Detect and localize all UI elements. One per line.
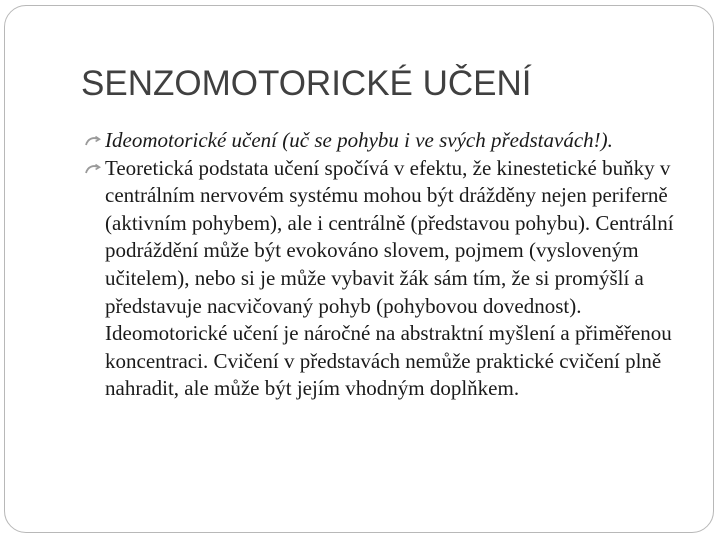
bullet-list [85,127,705,403]
bullet-item-theory [85,155,705,403]
curved-arrow-bullet-icon [85,163,101,175]
bullet-item-ideomotor [85,127,705,155]
slide-title: SENZOMOTORICKÉ UČENÍ [81,64,532,103]
bullet-text: Teoretická podstata učení spočívá v efektu, že kinestetické buňky v centrálním nervovém systému mohou být drážděny nejen periferně (aktivním pohybem), ale i centrálně (představou pohybu). Centrální podráždění může být evokováno slovem, pojmem (vysloveným učitelem), nebo si je může vybavit žák sám tím, že si promýšlí a představuje nacvičovaný pohyb (pohybovou dovednost). Ideomotorické učení je náročné na abstraktní myšlení a přiměřenou koncentraci. Cvičení v představách nemůže praktické cvičení plně nahradit, ale může být jejím vhodným doplňkem. [105,155,674,401]
bullet-text: Ideomotorické učení (uč se pohybu i ve svých představách!). [105,128,613,152]
slide-frame [4,5,714,533]
curved-arrow-bullet-icon [85,135,101,147]
